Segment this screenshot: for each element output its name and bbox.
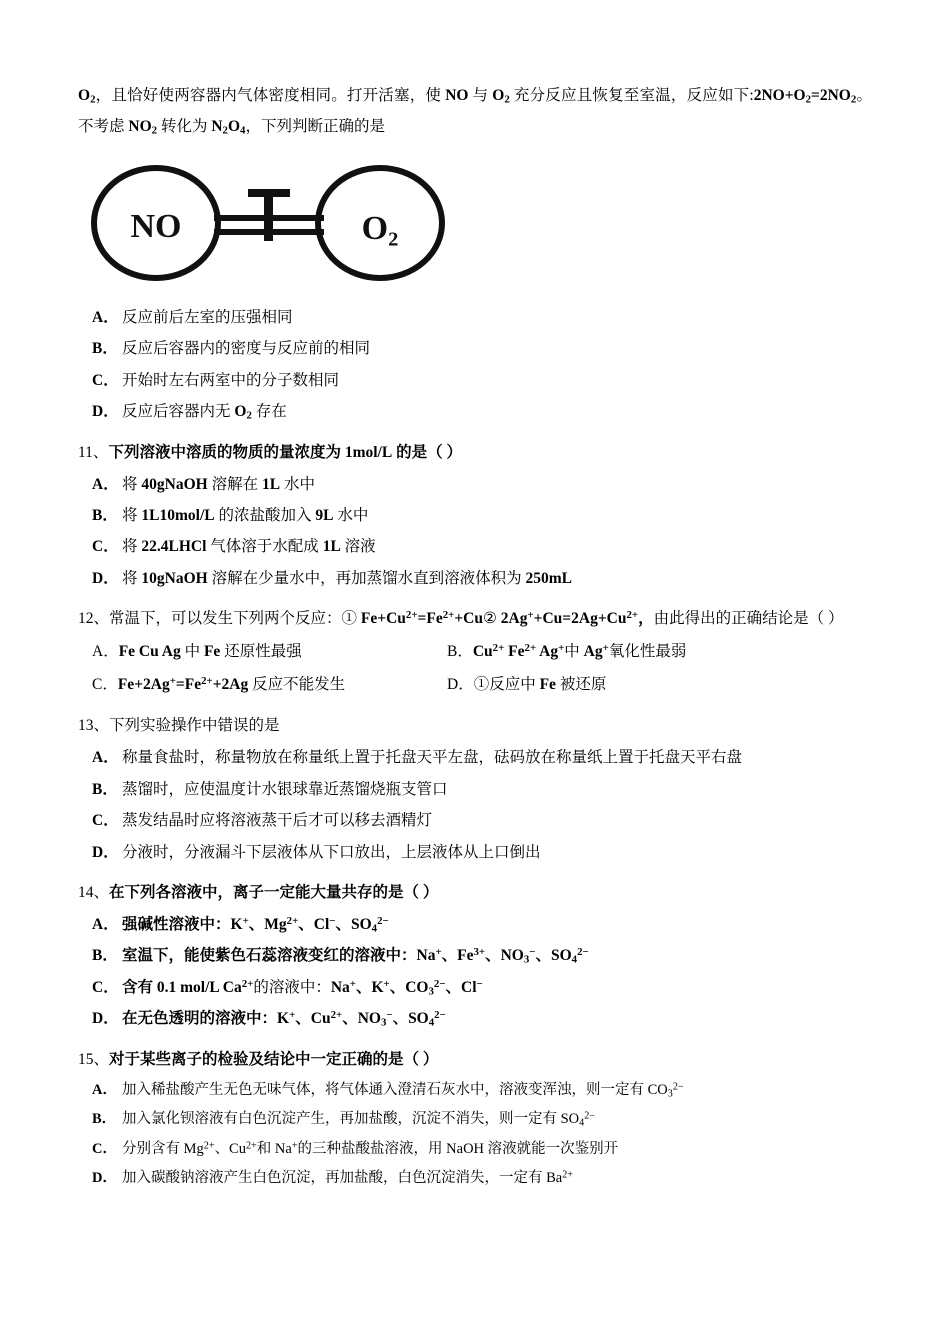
option-row (78, 303, 872, 332)
question-11-options (78, 470, 872, 594)
option-row (78, 973, 872, 1002)
option-label: B． (92, 947, 118, 965)
option-text: Fe Cu Ag 中 Fe 还原性最强 (118, 643, 302, 661)
option-label: C． (92, 538, 119, 556)
option-text: 加入碳酸钠溶液产生白色沉淀，再加盐酸，白色沉淀消失，一定有 $Ba^{2+}$ (122, 1169, 574, 1187)
option-text: 在无色透明的溶液中：K+、$Cu^{2+}$、$NO_3^-$、$SO_4^{2-}$ (122, 1009, 446, 1030)
option-label: C． (92, 978, 119, 996)
question-text: 在下列各溶液中，离子一定能大量共存的是（ ） (109, 884, 439, 902)
option-text: 蒸馏时，应使温度计水银球靠近蒸馏烧瓶支管口 (122, 780, 448, 798)
option-label: A． (92, 916, 119, 934)
option-label: D． (447, 676, 474, 694)
option-row (78, 636, 872, 667)
option-row (78, 1165, 872, 1193)
option-row (78, 838, 872, 867)
question-14-stem (78, 877, 872, 908)
option-text: 反应后容器内无 $O_2$ 存在 (122, 403, 287, 422)
option-label: A． (92, 1081, 117, 1098)
option-label: D． (92, 843, 119, 861)
question-13-options (78, 743, 872, 867)
option-text: 开始时左右两室中的分子数相同 (122, 371, 340, 389)
question-number: 11、 (78, 443, 109, 461)
option-row (78, 910, 872, 939)
question-12-stem (78, 603, 872, 634)
option-text: 分液时，分液漏斗下层液体从下口放出，上层液体从上口倒出 (122, 843, 541, 861)
option-row (78, 743, 872, 772)
option-label: B． (92, 1111, 117, 1128)
option-row (78, 501, 872, 530)
option-label: A． (92, 643, 119, 661)
two-flask-figure (88, 161, 872, 291)
question-13-stem (78, 710, 872, 741)
option-label: D． (92, 1010, 119, 1028)
option-row (78, 366, 872, 395)
option-row (78, 941, 872, 970)
option-label: C． (92, 676, 118, 694)
option-label: B． (92, 780, 118, 798)
option-label: A． (92, 749, 119, 767)
question-number: 15、 (78, 1050, 110, 1068)
option-text: 将 10gNaOH 溶解在少量水中，再加蒸馏水直到溶液体积为 250mL (122, 569, 572, 587)
option-label: D． (92, 1170, 117, 1187)
option-label: B． (92, 340, 118, 358)
flask-left-label: NO (130, 207, 182, 245)
option-row (78, 1004, 872, 1033)
option-text: $Cu^{2+}$ $Fe^{2+}$ Ag+中 Ag+氧化性最弱 (472, 642, 687, 661)
option-text: 室温下，能使紫色石蕊溶液变红的溶液中：Na+、$Fe^{3+}$、$NO_3^-$、$SO_4^{2-}$ (122, 946, 589, 967)
option-label: D． (92, 569, 119, 587)
question-number: 13、 (78, 717, 110, 735)
question-15-stem (78, 1044, 872, 1075)
option-text: 将 22.4LHCl 气体溶于水配成 1L 溶液 (122, 538, 376, 556)
option-text: 加入稀盐酸产生无色无味气体，将气体通入澄清石灰水中，溶液变浑浊，则一定有 $CO_3^{2-}$ (122, 1081, 684, 1100)
option-label: B． (447, 643, 473, 661)
question-text: 下列溶液中溶质的物质的量浓度为 1mol/L 的是（ ） (108, 443, 462, 461)
option-text: ①反应中 Fe 被还原 (473, 676, 607, 694)
option-text: 蒸发结晶时应将溶液蒸干后才可以移去酒精灯 (122, 812, 433, 830)
question-text: 下列实验操作中错误的是 (109, 717, 280, 735)
option-row (78, 1136, 872, 1164)
option-text: 反应后容器内的密度与反应前的相同 (122, 340, 371, 358)
question-15-options (78, 1077, 872, 1193)
option-label: A． (92, 308, 119, 326)
option-row (78, 669, 872, 700)
option-label: C． (92, 812, 119, 830)
option-label: C． (92, 1140, 117, 1157)
question-10-options (78, 303, 872, 427)
option-row (78, 1077, 872, 1105)
question-10-stem: $O_2$，且恰好使两容器内气体密度相同。打开活塞，使 NO 与 $O_2$ 充分反应且恢复至室温，反应如下$:2NO+O_2=2NO_2$。不考虑 $NO_2$ 转化为 $N_2O_4$，下列判断正确的是 (78, 87, 872, 138)
option-text: 将 1L10mol/L 的浓盐酸加入 9L 水中 (122, 506, 369, 524)
option-row (78, 397, 872, 426)
option-text: $Fe+2Ag^+=Fe^{2+}+2Ag$ 反应不能发生 (117, 675, 346, 694)
option-row (78, 532, 872, 561)
option-row (78, 775, 872, 804)
option-text: 称量食盐时，称量物放在称量纸上置于托盘天平左盘，砝码放在称量纸上置于托盘天平右盘 (122, 749, 743, 767)
flask-right-label: O₂ (361, 209, 399, 247)
option-text: 将 40gNaOH 溶解在 1L 水中 (122, 475, 315, 493)
option-row (78, 1106, 872, 1134)
option-label: A． (92, 475, 119, 493)
option-label: C． (92, 371, 119, 389)
option-row (78, 470, 872, 499)
option-text: 含有 0.1 mol/L $Ca^{2+}$的溶液中：Na+、K+、$CO_3^{2-}$、Cl− (122, 978, 483, 998)
question-12-options (78, 636, 872, 700)
question-number: 12、 (78, 610, 110, 628)
option-label: D． (92, 403, 119, 421)
question-11-stem (78, 437, 872, 468)
question-number: 14、 (78, 884, 110, 902)
question-text: 常温下，可以发生下列两个反应：① $Fe+Cu^{2+}=Fe^{2+}+Cu②$ $2Ag^++Cu=2Ag+Cu^{2+}$，由此得出的正确结论是（ ） (109, 609, 844, 628)
question-text: 对于某些离子的检验及结论中一定正确的是（ ） (109, 1050, 439, 1068)
option-text: 分别含有 $Mg^{2+}$、$Cu^{2+}$和 Na+的三种盐酸盐溶液，用 NaOH 溶液就能一次鉴别开 (122, 1140, 619, 1157)
option-text: 加入氯化钡溶液有白色沉淀产生，再加盐酸，沉淀不消失，则一定有 $SO_4^{2-}$ (122, 1110, 596, 1129)
apparatus-diagram (88, 161, 448, 291)
option-row (78, 806, 872, 835)
question-14-options (78, 910, 872, 1034)
option-row (78, 334, 872, 363)
option-label: B． (92, 506, 118, 524)
option-text: 强碱性溶液中：K+、$Mg^{2+}$、Cl−、$SO_4^{2-}$ (122, 915, 389, 935)
option-row (78, 564, 872, 593)
option-text: 反应前后左室的压强相同 (122, 308, 293, 326)
